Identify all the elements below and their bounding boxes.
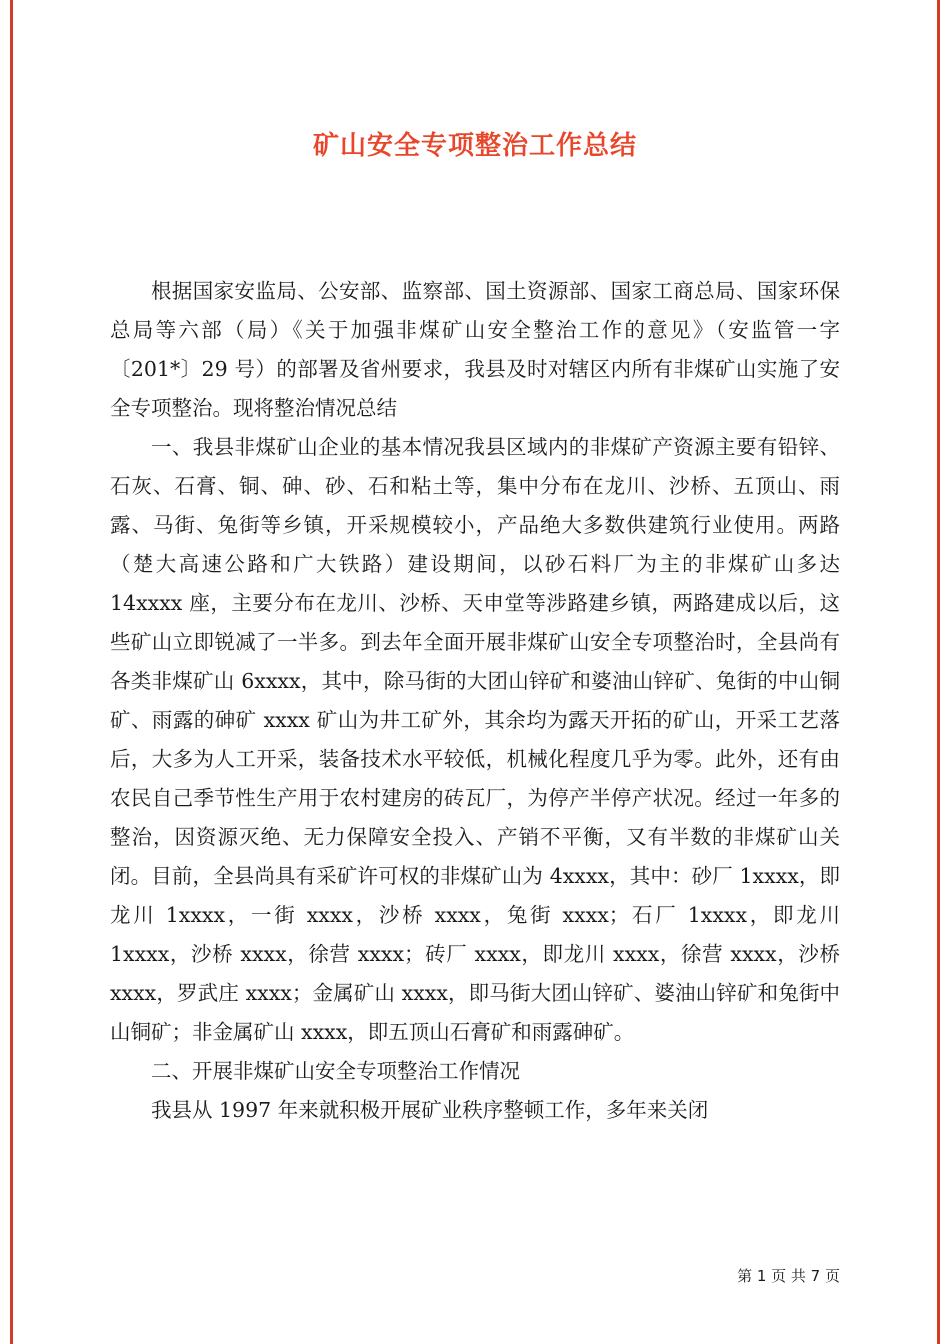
paragraph-4: 我县从 1997 年来就积极开展矿业秩序整顿工作，多年来关闭 [151, 1098, 709, 1122]
paragraph-1: 根据国家安监局、公安部、监察部、国土资源部、国家工商总局、国家环保总局等六部（局）《关于加强非煤矿山安全整治工作的意见》（安监管一字〔201*〕29 号）的部署及省州要求，我县及时对辖区内所有非煤矿山实施了安全专项整治。现将整治情况总结 [110, 279, 840, 420]
document-body [110, 272, 847, 1130]
page-border-right [937, 0, 940, 1344]
page-border-left [10, 0, 13, 1344]
document-content [110, 0, 847, 1344]
page-title: 矿山安全专项整治工作总结 [312, 131, 637, 161]
paragraph-2: 一、我县非煤矿山企业的基本情况我县区域内的非煤矿产资源主要有铅锌、石灰、石膏、铜、砷、砂、石和粘土等，集中分布在龙川、沙桥、五顶山、雨露、马街、兔街等乡镇，开采规模较小，产品绝大多数供建筑行业使用。两路（楚大高速公路和广大铁路）建设期间，以砂石料厂为主的非煤矿山多达 14xxxx 座，主要分布在龙川、沙桥、天申堂等涉路建乡镇，两路建成以后，这些矿山立即锐减了一半多。到去年全面开展非煤矿山安全专项整治时，全县尚有各类非煤矿山 6xxxx，其中，除马街的大团山锌矿和婆油山锌矿、兔街的中山铜矿、雨露的砷矿 xxxx 矿山为井工矿外，其余均为露天开拓的矿山，开采工艺落后，大多为人工开采，装备技术水平较低，机械化程度几乎为零。此外，还有由农民自己季节性生产用于农村建房的砖瓦厂，为停产半停产状况。经过一年多的整治，因资源灭绝、无力保障安全投入、产销不平衡，又有半数的非煤矿山关闭。目前，全县尚具有采矿许可权的非煤矿山为 4xxxx，其中：砂厂 1xxxx，即龙川 1xxxx，一街 xxxx，沙桥 xxxx，兔街 xxxx；石厂 1xxxx，即龙川 1xxxx，沙桥 xxxx，徐营 xxxx；砖厂 xxxx，即龙川 xxxx，徐营 xxxx，沙桥 xxxx，罗武庄 xxxx；金属矿山 xxxx，即马街大团山锌矿、婆油山锌矿和兔街中山铜矿；非金属矿山 xxxx，即五顶山石膏矿和雨露砷矿。 [110, 435, 847, 1044]
page-footer: 第 1 页 共 7 页 [737, 1267, 840, 1285]
paragraph-3: 二、开展非煤矿山安全专项整治工作情况 [151, 1059, 520, 1083]
